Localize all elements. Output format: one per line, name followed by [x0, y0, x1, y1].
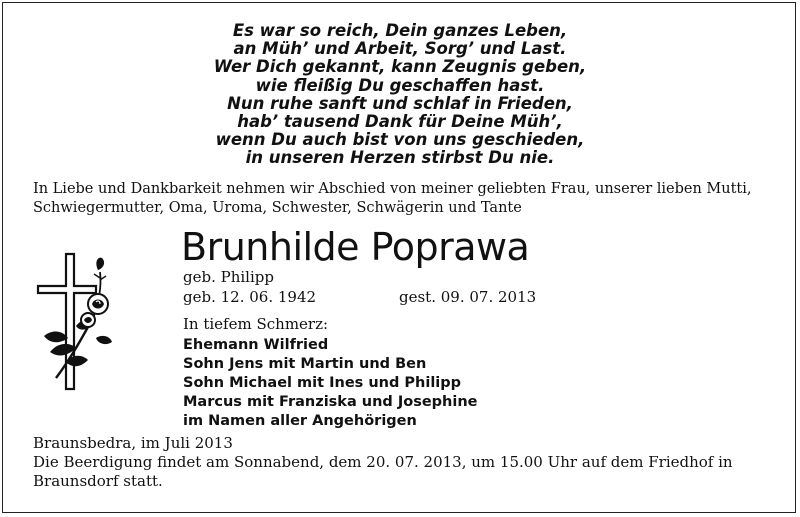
poem-line: an Müh’ und Arbeit, Sorg’ und Last.: [233, 39, 567, 59]
mourner-line: Marcus mit Franziska und Josephine: [183, 394, 478, 410]
mourner-line: Sohn Michael mit Ines und Philipp: [183, 375, 462, 391]
funeral-info-cont: Braunsdorf statt.: [33, 472, 163, 490]
poem-line: Wer Dich gekannt, kann Zeugnis geben,: [213, 57, 587, 77]
deceased-name: Brunhilde Poprawa: [181, 225, 530, 269]
intro-line: In Liebe und Dankbarkeit nehmen wir Abschied von meiner geliebten Frau, unserer lieben Mutti,: [33, 181, 752, 197]
place-date: Braunsbedra, im Juli 2013: [33, 434, 233, 452]
poem: [0, 22, 800, 168]
poem-line: Nun ruhe sanft und schlaf in Frieden,: [227, 93, 573, 113]
mourner-line: Ehemann Wilfried: [183, 337, 329, 353]
mourners-heading: In tiefem Schmerz:: [183, 315, 329, 333]
poem-line: in unseren Herzen stirbst Du nie.: [245, 148, 555, 168]
mourner-line: im Namen aller Angehörigen: [183, 413, 417, 429]
mourners-list: [183, 336, 478, 431]
maiden-name: geb. Philipp: [183, 268, 274, 286]
footer-text: [33, 434, 773, 491]
poem-line: wenn Du auch bist von uns geschieden,: [215, 130, 585, 150]
cross-with-rose-icon: [36, 248, 126, 398]
poem-line: wie fleißig Du geschaffen hast.: [255, 75, 545, 95]
intro-text: [33, 180, 773, 218]
poem-line: hab’ tausend Dank für Deine Müh’,: [237, 112, 563, 132]
mourner-line: Sohn Jens mit Martin und Ben: [183, 356, 427, 372]
intro-line: Schwiegermutter, Oma, Uroma, Schwester, Schwägerin und Tante: [33, 200, 522, 216]
birth-date: geb. 12. 06. 1942: [183, 288, 317, 306]
poem-line: Es war so reich, Dein ganzes Leben,: [232, 21, 568, 40]
death-date: gest. 09. 07. 2013: [399, 288, 537, 306]
funeral-info: Die Beerdigung findet am Sonnabend, dem 20. 07. 2013, um 15.00 Uhr auf dem Friedhof in: [33, 453, 733, 471]
